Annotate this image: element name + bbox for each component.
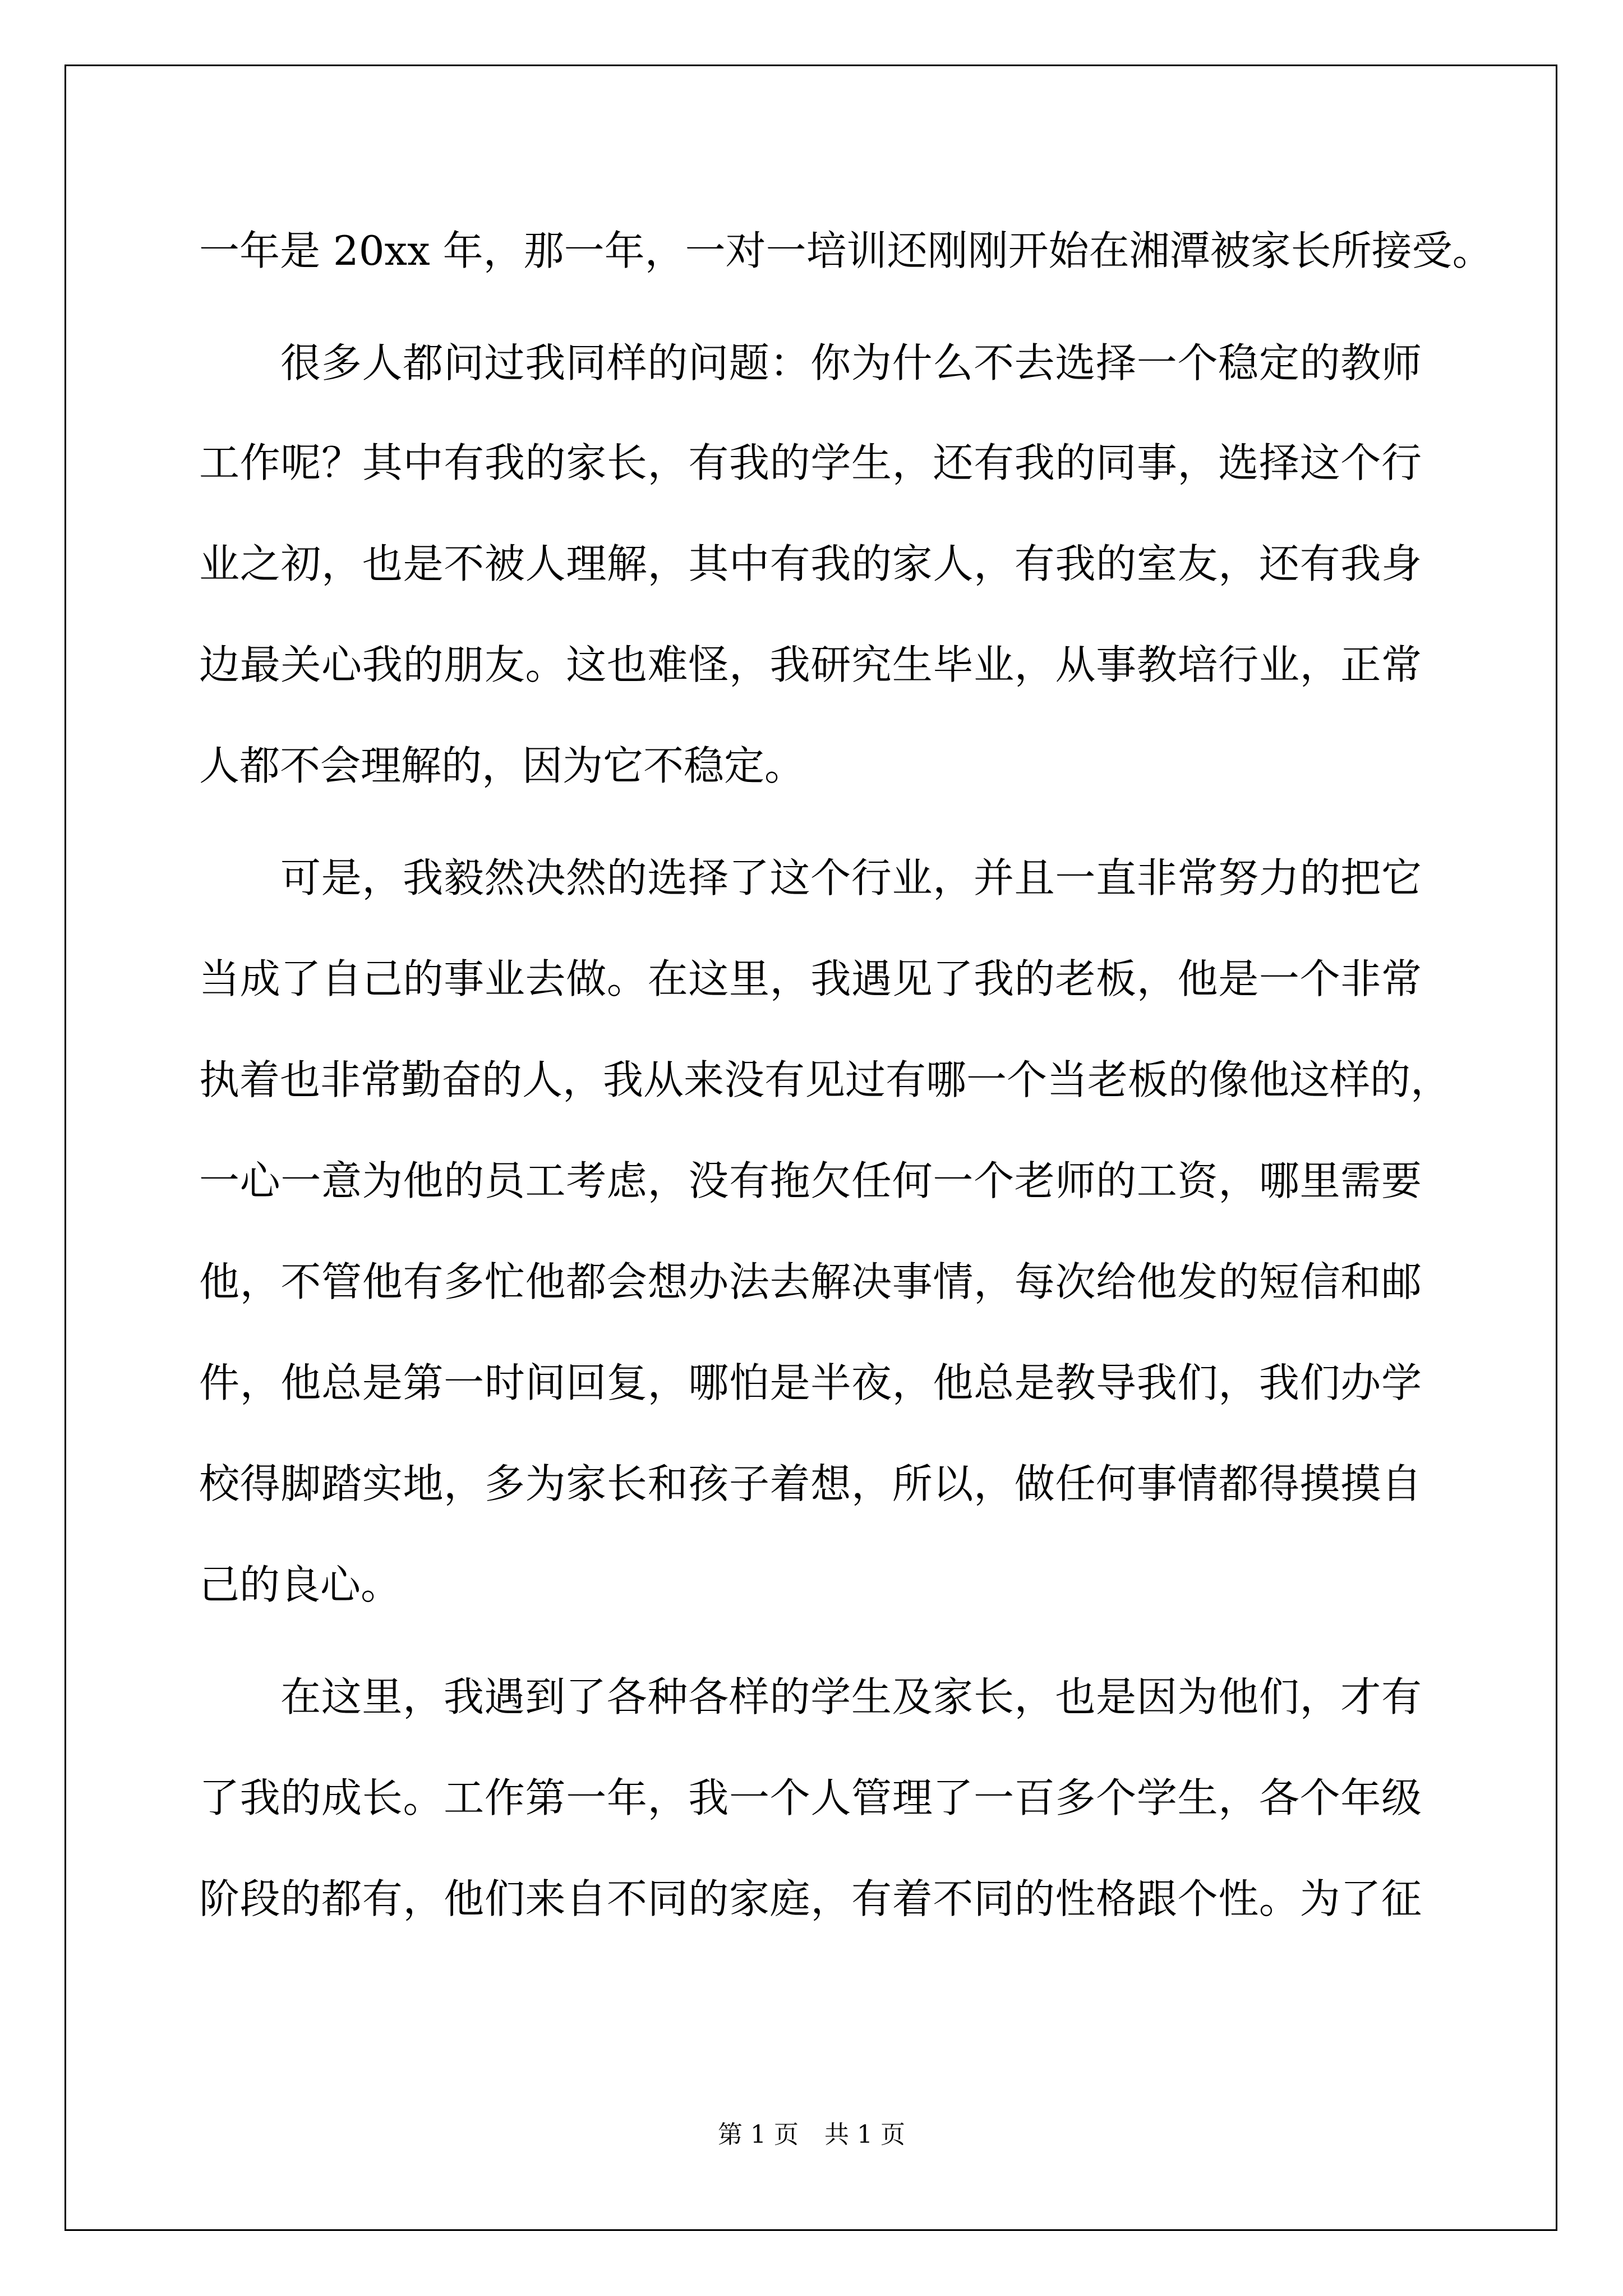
text-line: 边最关心我的朋友。这也难怪，我研究生毕业，从事教培行业，正常 [199, 641, 1422, 688]
text-line: 己的良心。 [199, 1561, 402, 1608]
page-footer [0, 2118, 1623, 2152]
page-number-total: 共 1 页 [824, 2120, 905, 2149]
text-line: 了我的成长。工作第一年，我一个人管理了一百多个学生，各个年级 [199, 1774, 1422, 1821]
text-line: 校得脚踏实地，多为家长和孩子着想，所以，做任何事情都得摸摸自 [199, 1460, 1422, 1507]
text-line: 人都不会理解的，因为它不稳定。 [199, 742, 805, 789]
text-line: 工作呢？其中有我的家长，有我的学生，还有我的同事，选择这个行 [199, 439, 1422, 486]
text-line: 当成了自己的事业去做。在这里，我遇见了我的老板，他是一个非常 [199, 955, 1422, 1002]
text-line: 一年是 20xx 年，那一年，一对一培训还刚刚开始在湘潭被家长所接受。 [199, 227, 1493, 274]
text-line: 在这里，我遇到了各种各样的学生及家长，也是因为他们，才有 [280, 1673, 1422, 1720]
text-line: 件，他总是第一时间回复，哪怕是半夜，他总是教导我们，我们办学 [199, 1359, 1422, 1406]
text-line: 他，不管他有多忙他都会想办法去解决事情，每次给他发的短信和邮 [199, 1258, 1422, 1305]
text-line: 一心一意为他的员工考虑，没有拖欠任何一个老师的工资，哪里需要 [199, 1157, 1422, 1204]
page-number-current: 第 1 页 [718, 2120, 799, 2149]
text-line: 执着也非常勤奋的人，我从来没有见过有哪一个当老板的像他这样的， [199, 1056, 1451, 1103]
text-line: 很多人都问过我同样的问题：你为什么不去选择一个稳定的教师 [280, 339, 1422, 386]
text-line: 阶段的都有，他们来自不同的家庭，有着不同的性格跟个性。为了征 [199, 1875, 1422, 1922]
text-line: 业之初，也是不被人理解，其中有我的家人，有我的室友，还有我身 [199, 540, 1422, 587]
text-line: 可是，我毅然决然的选择了这个行业，并且一直非常努力的把它 [280, 854, 1422, 901]
